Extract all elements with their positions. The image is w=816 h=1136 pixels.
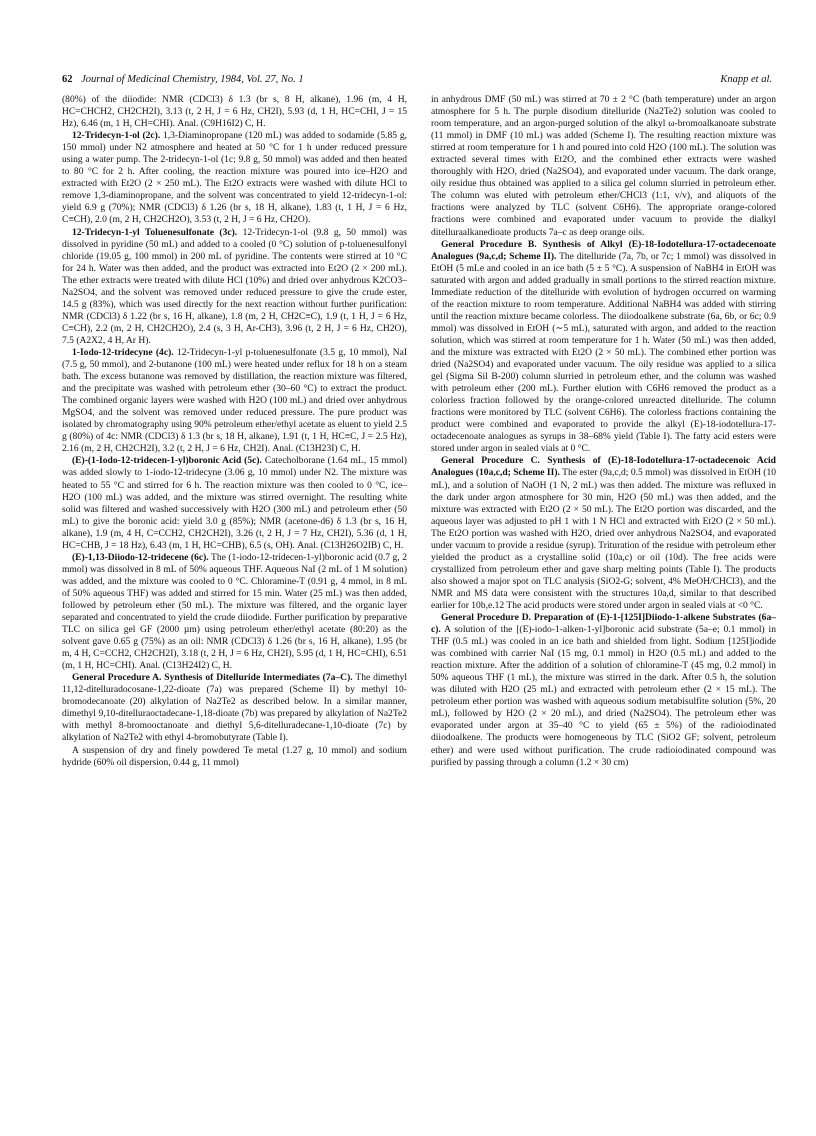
paragraph-text: The dimethyl 11,12-ditelluradocosane-1,22-dioate (7a) was prepared (Scheme II) by methyl 10-bromodecanoate (20) alkylation of Na2Te2 as described below. In a similar manner, dimethyl 9,10-ditelluraoctadecane-1,18-dioate (7b) was prepared by alkylation of Na2Te2 with methyl 8-bromooctanoate and diethyl 5,6-ditelluradecane-1,10-dioate (7c) by alkylation of Na2Te2 with ethyl 4-bromobutyrate (Table I). [62,672,407,744]
running-head-authors: Knapp et al. [720,74,772,85]
left-column [62,94,407,1104]
paragraph-heading: (E)-1,13-Diiodo-12-tridecene (6c). [72,551,209,563]
paragraph-heading: General Procedure D. Preparation of (E)-1-[125I]Diiodo-1-alkene Substrates (6a–c). [431,612,776,636]
paragraph-heading: General Procedure C. Synthesis of (E)-18-Iodotellura-17-octadecenoic Acid Analogues (10a,c,d; Scheme II). [431,455,776,479]
paragraph-text: A suspension of dry and finely powdered Te metal (1.27 g, 10 mmol) and sodium hydride (60% oil dispersion, 0.44 g, 11 mmol) [62,744,407,768]
paragraph-heading: 1-Iodo-12-tridecyne (4c). [72,346,174,358]
running-head-left [62,72,304,88]
paragraph [431,94,776,239]
journal-citation: Journal of Medicinal Chemistry, 1984, Vol. 27, No. 1 [81,74,304,85]
paragraph [431,612,776,769]
paragraph-text: (80%) of the diiodide: NMR (CDCl3) δ 1.3 (br s, 8 H, alkane), 1.96 (m, 4 H, HC=CHCH2, CH2CH2I), 3.13 (t, 2 H, J = 6 Hz, CH2I), 5.93 (d, 1 H, HC=CHI, J = 15 Hz), 6.46 (m, 1 H, CH=CHI). Anal. (C9H16I2) C, H. [62,94,407,130]
paragraph-heading: General Procedure A. Synthesis of Ditelluride Intermediates (7a–C). [72,672,353,684]
paragraph [62,94,407,130]
paragraph [431,455,776,612]
paragraph [62,672,407,744]
page-number: 62 [62,74,73,85]
paragraph-text: 1,3-Diaminopropane (120 mL) was added to sodamide (5.85 g, 150 mmol) under N2 atmosphere and heated at 50 °C for 1 h under reduced pressure using a water pump. The 2-tridecyn-1-ol (1c; 9.8 g, 50 mmol) was added and then heated to 80 °C for 2 h. After cooling, the reaction mixture was poured into ice–H2O and extracted with Et2O (2 × 250 mL). The Et2O extracts were washed with dilute HCl to remove 1,3-diaminopropane, and the solvent was concentrated to yield 12-tridecyn-1-ol: yield 6.9 g (70%); NMR (CDCl3) δ 1.26 (br s, 18 H, alkane), 1.83 (t, 1 H, J = 6 Hz, C≡CH), 2.0 (m, 2 H, CH2CH2O), 3.53 (t, 2 H, J = 6 Hz, CH2O). [62,130,407,226]
paragraph [62,227,407,347]
paragraph-text: in anhydrous DMF (50 mL) was stirred at 70 ± 2 °C (bath temperature) under an argon atmosphere for 5 h. The purple disodium ditelluride (Na2Te2) solution was cooled to room temperature, and an argon-purged solution of the alkyl ω-bromoalkanoate substrate (11 mmol) in DMF (10 mL) was added (Scheme I). The resulting reaction mixture was stirred at room temperature for 1 h and poured into cold H2O (100 mL). The solution was extracted several times with Et2O, and the combined ether extracts were washed thoroughly with H2O, dried (Na2SO4), and evaporated under vacuum. The dark orange, oily residue thus obtained was applied to a silica gel column slurried in petroleum ether. The column was eluted with petroleum ether/CHCl3 (1:1, v/v), and aliquots of the fractions were analyzed by TLC (solvent C6H6). The appropriate orange-colored fractions were combined and evaporated under vacuum to provide the dialkyl ditelluraalkanedioate products 7a–c as deep orange oils. [431,94,776,238]
paragraph-heading: (E)-(1-Iodo-12-tridecen-1-yl)boronic Acid (5c). [72,455,262,467]
paragraph-text: 12-Tridecyn-1-yl p-toluenesulfonate (3.5 g, 10 mmol), NaI (7.5 g, 50 mmol), and 2-butanone (100 mL) were heated under reflux for 18 h on a steam bath. The excess butanone was removed by distillation, the reaction mixture was filtered, and the precipitate was washed with petroleum ether (30–60 °C) to extract the product. The combined organic layers were washed with H2O (100 mL) and dried over anhydrous MgSO4, and the solvent was removed under reduced pressure. The pure product was isolated by chromatography using 90% petroleum ether/ethyl acetate as eluent to yield 2.5 g (80%) of 4c: NMR (CDCl3) δ 1.3 (br s, 18 H, alkane), 1.91 (t, 1 H, HC≡C, J = 2.5 Hz), 2.16 (m, 2 H, CH2CH2I), 3.2 (t, 2 H, J = 6 Hz, CH2I). Anal. (C13H23I) C, H. [62,346,407,455]
paragraph-heading: 12-Tridecyn-1-ol (2c). [72,130,161,142]
paragraph-text: Catecholborane (1.64 mL, 15 mmol) was added slowly to 1-iodo-12-tridecyne (3.06 g, 10 mmol) under N2. The mixture was heated to 55 °C and stirred for 6 h. The reaction mixture was then cooled to 0 °C, ice–H2O (100 mL) was added, and the mixture was stirred overnight. The resulting white solid was filtered and washed successively with H2O (300 mL) and petroleum ether (50 mL) to give the boronic acid: yield 3.0 g (85%); NMR (acetone-d6) δ 1.3 (br s, 16 H, alkane), 1.9 (m, 4 H, C=CCH2, CH2CH2I), 3.26 (t, 2 H, J = 7 Hz, CH2I), 5.36 (d, 1 H, HC=CHB, J = 18 Hz), 6.43 (m, 1 H, HC=CHB), 6.5 (s, OH). Anal. (C13H26O2IB) C, H. [62,455,407,551]
paragraph [62,455,407,551]
paragraph-text: The ester (9a,c,d; 0.5 mmol) was dissolved in EtOH (10 mL), and a solution of NaOH (1 N, 2 mL) was then added. The mixture was refluxed in the dark under argon atmosphere for 30 min, H2O (50 mL) was then added, and the mixture was extracted with Et2O (2 × 50 mL). The Et2O portion was discarded, and the aqueous layer was adjusted to pH 1 with 1 N HCl and extracted with Et2O (2 × 50 mL). The Et2O portion was washed with H2O, dried over anhydrous Na2SO4, and evaporated under vacuum to provide a residue (syrup). Trituration of the residue with petroleum ether yielded the product as a crystalline solid (10a,c) or oil (10d). The free acids were crystallized from petroleum ether and gave sharp melting points (Table I). The products also showed a major spot on TLC analysis (SiO2-G; solvent, 4% MeOH/CHCl3), and the NMR and MS data were consistent with the structures 10a,d, similar to that described earlier for 10b,e.12 The acid products were stored under argon in sealed vials at <0 °C. [431,467,776,611]
paragraph [62,745,407,769]
paragraph-text: 12-Tridecyn-1-ol (9.8 g, 50 mmol) was dissolved in pyridine (50 mL) and added to a cooled (0 °C) solution of p-toluenesulfonyl chloride (19.05 g, 100 mmol) in 200 mL of pyridine. The contents were stirred at 10 °C for 24 h. Water was then added, and the product was extracted into Et2O (2 × 200 mL). The ether extracts were treated with dilute HCl (10%) and dried over anhydrous K2CO3–Na2SO4, and the solvent was removed under reduced pressure to give the crude ester, 14.5 g (83%), which was used directly for the next reaction without further purification: NMR (CDCl3) δ 1.22 (br s, 16 H, alkane), 1.8 (m, 2 H, CH2C≡C), 1.9 (t, 1 H, J = 6 Hz, C≡CH), 2.2 (m, 2 H, CH2CH2O), 2.4 (s, 3 H, Ar-CH3), 3.96 (t, 2 H, J = 6 Hz, CH2O), 7.5 (A2X2, 4 H, Ar H). [62,226,407,346]
paragraph-text: The (1-iodo-12-tridecen-1-yl)boronic acid (0.7 g, 2 mmol) was dissolved in 8 mL of 50% aqueous THF. Aqueous NaI (2 mL of 1 M solution) was added, and the mixture was cooled to 0 °C. Chloramine-T (0.91 g, 4 mmol, in 8 mL of 50% aqueous THF) was added and stirred for 15 min. Water (25 mL) was then added, followed by petroleum ether (50 mL). The mixture was filtered, and the organic layer separated and concentrated to yield the crude diiodide. Further purification by preparative TLC on silica gel GF (2000 µm) using petroleum ether/ethyl acetate (80:20) as the solvent gave 0.65 g (75%) as an oil: NMR (CDCl3) δ 1.26 (br s, 16 H, alkane), 1.95 (br m, 4 H, C=CCH2, CH2CH2I), 3.18 (t, 2 H, J = 6 Hz, CH2I), 5.95 (d, 1 H, HC=CHI), 6.51 (m, 1 H, HC=CHI). Anal. (C13H24I2) C, H. [62,551,407,672]
paragraph [62,347,407,455]
paragraph [62,552,407,672]
running-head [62,72,772,88]
paragraph-heading: 12-Tridecyn-1-yl Toluenesulfonate (3c). [72,226,238,238]
paragraph-text: A solution of the [(E)-iodo-1-alken-1-yl]boronic acid substrate (5a–e; 0.1 mmol) in THF (0.5 mL) was cooled in an ice bath and shielded from light. Sodium [125I]iodide was combined with carrier NaI (15 mg, 0.1 mmol) in H2O (0.5 mL) and added to the reaction mixture. After the addition of a solution of chloramine-T (45 mg, 0.2 mmol) in 50% aqueous THF (1 mL), the mixture was stirred in the dark. After 0.5 h, the solution was diluted with H2O (25 mL) and extracted with petroleum ether (2 × 15 mL). The petroleum ether portion was washed with aqueous sodium metabisulfite solution (5%, 20 mL), followed by H2O (2 × 20 mL), and dried (Na2SO4). The petroleum ether was evaporated under argon at 35–40 °C to yield (65 ± 5%) of the radioiodinated diiodoalkene. The products were homogeneous by TLC (SiO2 GF; solvent, petroleum ether) and were used without purification. The crude radioiodinated compound was purified by passing through a column (1.2 × 30 cm) [431,624,776,768]
paragraph [431,239,776,456]
paragraph-text: The ditelluride (7a, 7b, or 7c; 1 mmol) was dissolved in EtOH (5 mLe and cooled in an ice bath (5 ± 5 °C). A suspension of NaBH4 in EtOH was saturated with argon and added gradually in small portions to the stirred reaction mixture. Immediate reduction of the ditelluride with evolution of hydrogen occurred on warming of the reaction mixture to room temperature. Additional NaBH4 was added with stirring until the reaction mixture became colorless. The diiodoalkene substrate (6a, 6b, or 6c; 0.9 mmol) was dissolved in EtOH (∼5 mL), saturated with argon, and added to the reaction solution, which was stirred at room temperature for 1 h. Water (50 mL) was then added, and the mixture was extracted with Et2O (2 × 50 mL). The combined ether portion was dried (Na2SO4) and evaporated under vacuum. The oily residue was applied to a silica gel (Sigma Sil B-200) column slurried in petroleum ether, and the column was washed with petroleum ether (200 mL). Further elution with C6H6 removed the product as a colorless fraction followed by the orange-colored unreacted ditelluride. The column fractions were monitored by TLC (solvent C6H6). The colorless fractions containing the product were combined and evaporated to provide the alkyl (E)-18-iodotellura-17-octadecenoate analogues as syrups in 38–68% yield (Table I). The fatty acid esters were stored under argon in sealed vials at 0 °C. [431,250,776,455]
right-column [431,94,776,1104]
paragraph [62,130,407,226]
paragraph-heading: General Procedure B. Synthesis of Alkyl (E)-18-Iodotellura-17-octadecenoate Analogues (9a,c,d; Scheme II). [431,238,776,262]
